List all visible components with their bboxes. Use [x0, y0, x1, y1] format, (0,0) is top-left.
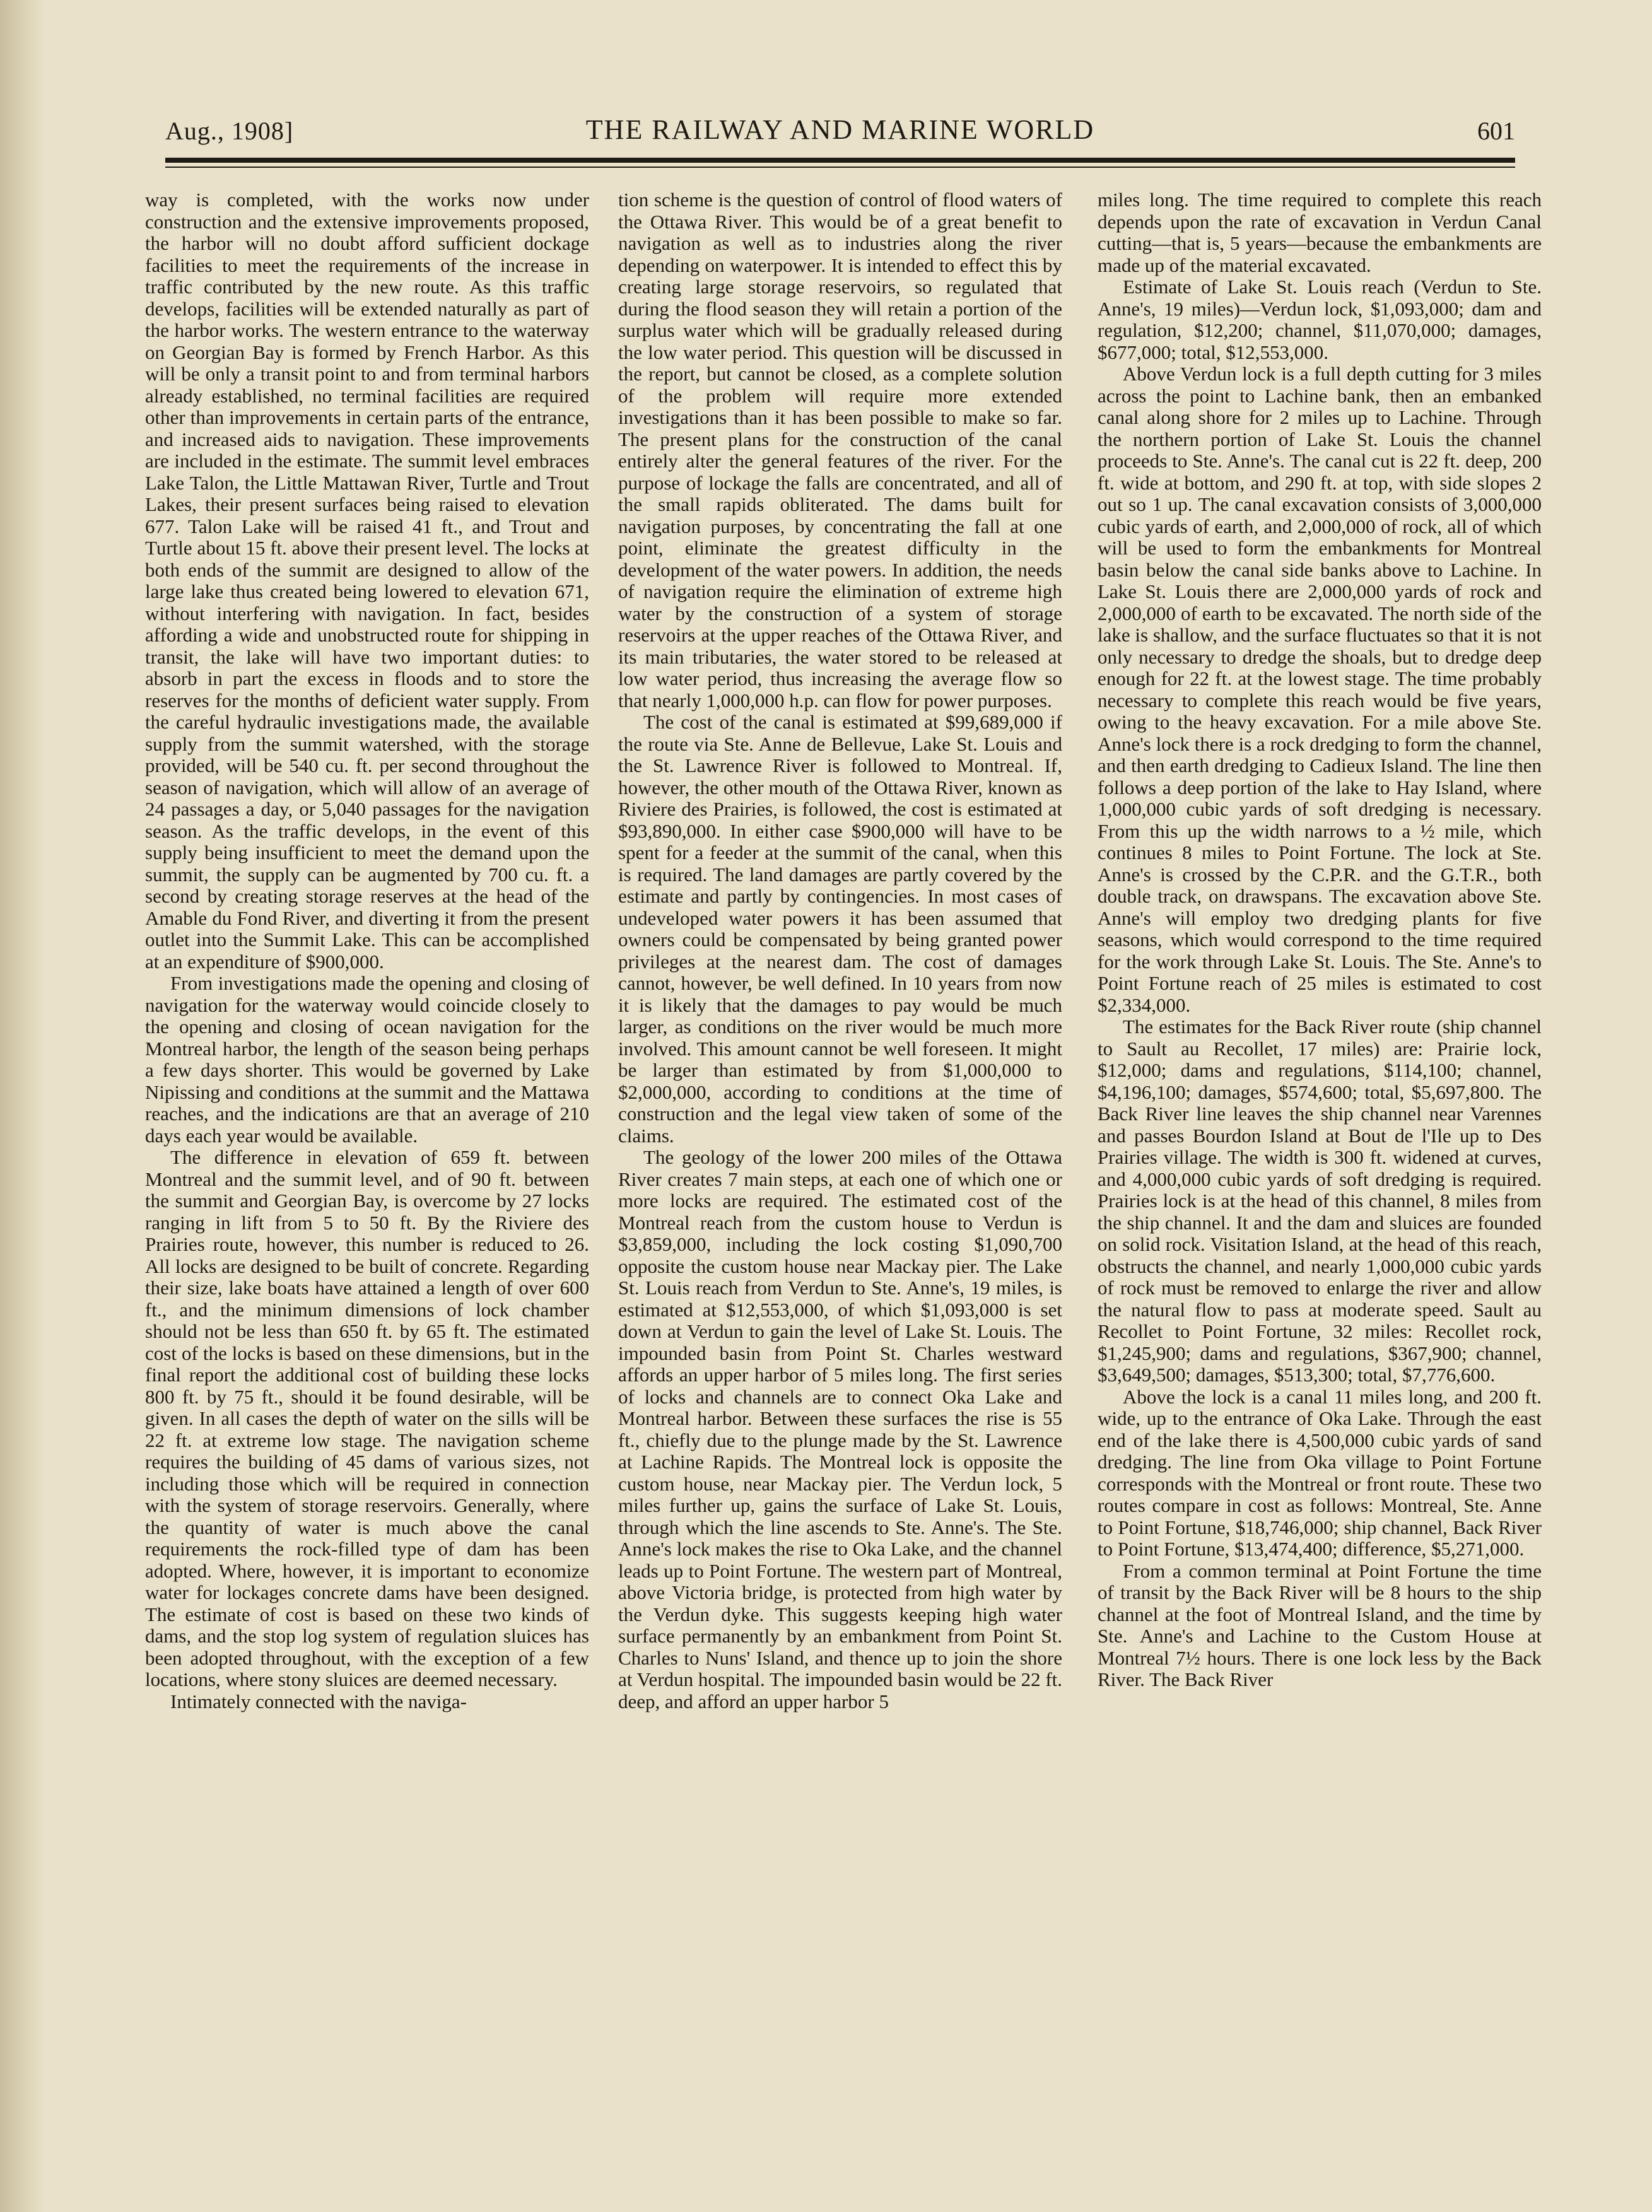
paragraph: Intimately connected with the naviga-	[170, 1690, 467, 1712]
text-column-2	[618, 189, 1062, 1712]
running-header	[165, 111, 1515, 155]
paragraph: way is completed, with the works now under construction and the extensive improvements proposed, the harbor will no doubt afford sufficient dockage facilities to meet the requirements of the increase in traffic contributed by the new route. As this traffic develops, facilities will be extended naturally as part of the harbor works. The western entrance to the waterway on Georgian Bay is formed by French Harbor. As this will be only a transit point to and from terminal harbors already established, no terminal facilities are required other than improvements in certain parts of the entrance, and increased aids to navigation. These improvements are included in the estimate. The summit level embraces Lake Talon, the Little Mattawan River, Turtle and Trout Lakes, their present surfaces being raised to elevation 677. Talon Lake will be raised 41 ft., and Trout and Turtle about 15 ft. above their present level. The locks at both ends of the summit are designed to allow of the large lake thus created being lowered to elevation 671, without interfering with navigation. In fact, besides affording a wide and unobstructed route for shipping in transit, the lake will have two important duties: to absorb in part the excess in floods and to store the reserves for the months of deficient water supply. From the careful hydraulic investigations made, the available supply from the summit watershed, with the storage provided, will be 540 cu. ft. per second throughout the season of navigation, which will allow of an average of 24 passages a day, or 5,040 passages for the navigation season. As the traffic develops, in the event of this supply being insufficient to meet the demand upon the summit, the supply can be augmented by 700 cu. ft. a second by creating storage reserves at the head of the Amable du Fond River, and diverting it from the present outlet into the Summit Lake. This can be accomplished at an expenditure of $900,000.	[145, 189, 589, 973]
paragraph: miles long. The time required to complete this reach depends upon the rate of excavation in Verdun Canal cutting—that is, 5 years—because the embankments are made up of the material excavated.	[1098, 189, 1542, 276]
page-number: 601	[1477, 117, 1515, 145]
paragraph: tion scheme is the question of control of flood waters of the Ottawa River. This would be of a great benefit to navigation as well as to industries along the river depending on waterpower. It is intended to effect this by creating large storage reservoirs, so regulated that during the flood season they will retain a portion of the surplus water which will be gradually released during the low water period. This question will be discussed in the report, but cannot be closed, as a complete solution of the problem will require more extended investigations than it has been possible to make so far. The present plans for the construction of the canal entirely alter the general features of the river. For the purpose of lockage the falls are concentrated, and all of the small rapids obliterated. The dams built for navigation purposes, by concentrating the fall at one point, eliminate the greatest difficulty in the development of the water powers. In addition, the needs of navigation require the elimination of extreme high water by the construction of a system of storage reservoirs at the upper reaches of the Ottawa River, and its main tributaries, the water stored to be released at low water period, thus increasing the average flow so that nearly 1,000,000 h.p. can flow for power purposes.	[618, 189, 1062, 711]
paragraph: Estimate of Lake St. Louis reach (Verdun to Ste. Anne's, 19 miles)—Verdun lock, $1,093,000; dam and regulation, $12,200; channel, $11,070,000; damages, $677,000; total, $12,553,000.	[1098, 276, 1542, 363]
page-edge	[0, 0, 44, 2212]
paragraph: From investigations made the opening and closing of navigation for the waterway would coincide closely to the opening and closing of ocean navigation for the Montreal harbor, the length of the season being perhaps a few days shorter. This would be governed by Lake Nipissing and conditions at the summit and the Mattawa reaches, and the indications are that an average of 210 days each year would be available.	[145, 972, 589, 1147]
header-rule	[165, 158, 1515, 163]
journal-title: THE RAILWAY AND MARINE WORLD	[585, 114, 1095, 145]
paragraph: The difference in elevation of 659 ft. between Montreal and the summit level, and of 90 ft. between the summit and Georgian Bay, is overcome by 27 locks ranging in lift from 5 to 50 ft. By the Riviere des Prairies route, however, this number is reduced to 26. All locks are designed to be built of concrete. Regarding their size, lake boats have attained a length of over 600 ft., and the minimum dimensions of lock chamber should not be less than 650 ft. by 65 ft. The estimated cost of the locks is based on these dimensions, but in the final report the additional cost of building these locks 800 ft. by 75 ft., should it be found desirable, will be given. In all cases the depth of water on the sills will be 22 ft. at extreme low stage. The navigation scheme requires the building of 45 dams of various sizes, not including those which will be required in connection with the system of storage reservoirs. Generally, where the quantity of water is much above the canal requirements the rock-filled type of dam has been adopted. Where, however, it is important to economize water for lockages concrete dams have been designed. The estimate of cost is based on these two kinds of dams, and the stop log system of regulation sluices has been adopted throughout, with the exception of a few locations, where stony sluices are deemed necessary.	[145, 1146, 589, 1690]
text-column-1	[145, 189, 589, 1712]
issue-date: Aug., 1908]	[165, 117, 294, 145]
text-column-3	[1098, 189, 1542, 1691]
paragraph: The geology of the lower 200 miles of the Ottawa River creates 7 main steps, at each one of which one or more locks are required. The estimated cost of the Montreal reach from the custom house to Verdun is $3,859,000, including the lock costing $1,090,700 opposite the custom house near Mackay pier. The Lake St. Louis reach from Verdun to Ste. Anne's, 19 miles, is estimated at $12,553,000, of which $1,093,000 is set down at Verdun to gain the level of Lake St. Louis. The impounded basin from Point St. Charles westward affords an upper harbor of 5 miles long. The first series of locks and channels are to connect Oka Lake and Montreal harbor. Between these surfaces the rise is 55 ft., chiefly due to the plunge made by the St. Lawrence at Lachine Rapids. The Montreal lock is opposite the custom house, near Mackay pier. The Verdun lock, 5 miles further up, gains the surface of Lake St. Louis, through which the line ascends to Ste. Anne's. The Ste. Anne's lock makes the rise to Oka Lake, and the channel leads up to Point Fortune. The western part of Montreal, above Victoria bridge, is protected from high water by the Verdun dyke. This suggests keeping high water surface permanently by an embankment from Point St. Charles to Nuns' Island, and thence up to join the shore at Verdun hospital. The impounded basin would be 22 ft. deep, and afford an upper harbor 5	[618, 1146, 1063, 1712]
header-rule-thin	[165, 167, 1515, 168]
paragraph: Above the lock is a canal 11 miles long, and 200 ft. wide, up to the entrance of Oka Lake. Through the east end of the lake there is 4,500,000 cubic yards of sand dredging. The line from Oka village to Point Fortune corresponds with the Montreal or front route. These two routes compare in cost as follows: Montreal, Ste. Anne to Point Fortune, $18,746,000; ship channel, Back River to Point Fortune, $13,474,400; difference, $5,271,000.	[1098, 1385, 1542, 1560]
paragraph: The cost of the canal is estimated at $99,689,000 if the route via Ste. Anne de Bellevue, Lake St. Louis and the St. Lawrence River is followed to Montreal. If, however, the other mouth of the Ottawa River, known as Riviere des Prairies, is followed, the cost is estimated at $93,890,000. In either case $900,000 will have to be spent for a feeder at the summit of the canal, when this is required. The land damages are partly covered by the estimate and partly by contingencies. In most cases of undeveloped water powers it has been assumed that owners could be compensated by being granted power privileges at the nearest dam. The cost of damages cannot, however, be well defined. In 10 years from now it is likely that the damages to pay would be much larger, as conditions on the river would be much more involved. This amount cannot be well foreseen. It might be larger than estimated by from $1,000,000 to $2,000,000, according to conditions at the time of construction and the legal view taken of some of the claims.	[618, 711, 1062, 1147]
paragraph: The estimates for the Back River route (ship channel to Sault au Recollet, 17 miles) are: Prairie lock, $12,000; dams and regulations, $114,100; channel, $4,196,100; damages, $574,600; total, $5,697,800. The Back River line leaves the ship channel near Varennes and passes Bourdon Island at Bout de l'Ile up to Des Prairies village. The width is 300 ft. widened at curves, and 4,000,000 cubic yards of soft dredging is required. Prairies lock is at the head of this channel, 8 miles from the ship channel. It and the dam and sluices are founded on solid rock. Visitation Island, at the head of this reach, obstructs the channel, and nearly 1,000,000 cubic yards of rock must be removed to enlarge the river and allow the natural flow to pass at moderate speed. Sault au Recollet to Point Fortune, 32 miles: Recollet rock, $1,245,900; dams and regulations, $367,900; channel, $3,649,500; damages, $513,300; total, $7,776,600.	[1098, 1015, 1542, 1386]
paragraph: Above Verdun lock is a full depth cutting for 3 miles across the point to Lachine bank, then an embanked canal along shore for 2 miles up to Lachine. Through the northern portion of Lake St. Louis the channel proceeds to Ste. Anne's. The canal cut is 22 ft. deep, 200 ft. wide at bottom, and 290 ft. at top, with side slopes 2 out so 1 up. The canal excavation consists of 3,000,000 cubic yards of earth, and 2,000,000 of rock, all of which will be used to form the embankments for Montreal basin below the canal side banks above to Lachine. In Lake St. Louis there are 2,000,000 yards of rock and 2,000,000 of earth to be excavated. The north side of the lake is shallow, and the surface fluctuates so that it is not only necessary to dredge the shoals, but to dredge deep enough for 22 ft. at the lowest stage. The time probably necessary to complete this reach would be five years, owing to the heavy excavation. For a mile above Ste. Anne's lock there is a rock dredging to form the channel, and then earth dredging to Cadieux Island. The line then follows a deep portion of the lake to Hay Island, where 1,000,000 cubic yards of soft dredging is necessary. From this up the width narrows to a ½ mile, which continues 8 miles to Point Fortune. The lock at Ste. Anne's is crossed by the C.P.R. and the G.T.R., both double track, on drawspans. The excavation above Ste. Anne's will employ two dredging plants for five seasons, which would correspond to the time required for the work through Lake St. Louis. The Ste. Anne's to Point Fortune reach of 25 miles is estimated to cost $2,334,000.	[1098, 363, 1542, 1016]
paragraph: From a common terminal at Point Fortune the time of transit by the Back River will be 8 hours to the ship channel at the foot of Montreal Island, and the time by Ste. Anne's and Lachine to the Custom House at Montreal 7½ hours. There is one lock less by the Back River. The Back River	[1098, 1559, 1542, 1690]
